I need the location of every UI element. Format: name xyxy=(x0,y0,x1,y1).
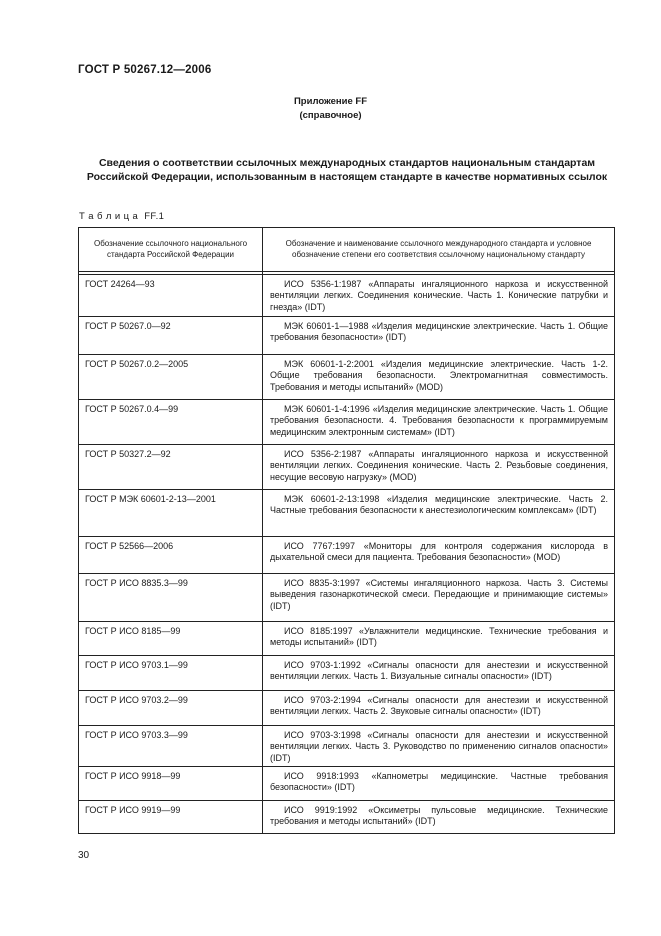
national-standard-cell: ГОСТ Р 50267.0.4—99 xyxy=(79,400,263,445)
annex-block xyxy=(0,95,661,123)
international-standard-cell: ИСО 5356-2:1987 «Аппараты ингаляционного наркоза и искусственной вентиляции легких. Соединения конические. Часть 2. Резьбовые соединения, несущие весовую нагрузку» (MOD) xyxy=(263,445,615,490)
table-row xyxy=(79,800,615,833)
national-standard-cell: ГОСТ Р ИСО 9918—99 xyxy=(79,766,263,800)
international-standard-cell: ИСО 9703-2:1994 «Сигналы опасности для анестезии и искусственной вентиляции легких. Часть 2. Звуковые сигналы опасности» (IDT) xyxy=(263,691,615,726)
national-standard-cell: ГОСТ Р ИСО 9703.1—99 xyxy=(79,656,263,691)
reference-table xyxy=(78,227,615,834)
national-standard-cell: ГОСТ Р ИСО 8185—99 xyxy=(79,622,263,656)
national-standard-cell: ГОСТ 24264—93 xyxy=(79,275,263,317)
national-standard-cell: ГОСТ Р ИСО 9919—99 xyxy=(79,800,263,833)
table-row xyxy=(79,445,615,490)
international-standard-cell: ИСО 9703-3:1998 «Сигналы опасности для анестезии и искусственной вентиляции легких. Часть 3. Руководство по применению сигналов опасности» (IDT) xyxy=(263,726,615,767)
international-standard-cell: МЭК 60601-1-2:2001 «Изделия медицинские электрические. Часть 1-2. Общие требования безопасности. Электромагнитная совместимость. Требования и методы испытаний» (MOD) xyxy=(263,355,615,400)
international-standard-cell: ИСО 5356-1:1987 «Аппараты ингаляционного наркоза и искусственной вентиляции легких. Соединения конические. Часть 1. Конические патрубки и гнезда» (IDT) xyxy=(263,275,615,317)
table-caption: Т а б л и ц а FF.1 xyxy=(79,211,165,222)
national-standard-cell: ГОСТ Р 50267.0—92 xyxy=(79,317,263,355)
national-standard-cell: ГОСТ Р ИСО 9703.2—99 xyxy=(79,691,263,726)
annex-title: Приложение FF xyxy=(293,96,368,107)
table-row xyxy=(79,317,615,355)
table-row xyxy=(79,622,615,656)
international-standard-cell: ИСО 8185:1997 «Увлажнители медицинские. Технические требования и методы испытаний» (IDT) xyxy=(263,622,615,656)
international-standard-cell: ИСО 9703-1:1992 «Сигналы опасности для анестезии и искусственной вентиляции легких. Часть 1. Визуальные сигналы опасности» (IDT) xyxy=(263,656,615,691)
national-standard-cell: ГОСТ Р 50267.0.2—2005 xyxy=(79,355,263,400)
national-standard-cell: ГОСТ Р 52566—2006 xyxy=(79,537,263,574)
national-standard-cell: ГОСТ Р МЭК 60601-2-13—2001 xyxy=(79,490,263,537)
table-row xyxy=(79,656,615,691)
national-standard-cell: ГОСТ Р ИСО 8835.3—99 xyxy=(79,574,263,622)
table-row xyxy=(79,726,615,767)
table-row xyxy=(79,275,615,317)
national-standard-cell: ГОСТ Р ИСО 9703.3—99 xyxy=(79,726,263,767)
table-row xyxy=(79,490,615,537)
international-standard-cell: ИСО 9919:1992 «Оксиметры пульсовые медицинские. Технические требования и методы испытаний» (IDT) xyxy=(263,800,615,833)
table-row xyxy=(79,355,615,400)
document-code: ГОСТ Р 50267.12—2006 xyxy=(78,64,212,76)
international-standard-cell: ИСО 8835-3:1997 «Системы ингаляционного наркоза. Часть 3. Системы выведения газонаркотической смеси. Передающие и принимающие системы» (IDT) xyxy=(263,574,615,622)
table-row xyxy=(79,574,615,622)
table-row xyxy=(79,537,615,574)
table-body xyxy=(79,275,615,834)
column-header-national: Обозначение ссылочного национального стандарта Российской Федерации xyxy=(79,228,263,272)
table-row xyxy=(79,766,615,800)
table-row xyxy=(79,400,615,445)
table-header-row xyxy=(79,228,615,272)
international-standard-cell: ИСО 9918:1993 «Капнометры медицинские. Частные требования безопасности» (IDT) xyxy=(263,766,615,800)
column-header-international: Обозначение и наименование ссылочного международного стандарта и условное обозначение степени его соответствия ссылочному национальному стандарту xyxy=(263,228,615,272)
international-standard-cell: ИСО 7767:1997 «Мониторы для контроля содержания кислорода в дыхательной смеси для пациента. Требования безопасности» (MOD) xyxy=(263,537,615,574)
international-standard-cell: МЭК 60601-2-13:1998 «Изделия медицинские электрические. Часть 2. Частные требования безопасности к анестезиологическим комплексам» (IDT) xyxy=(263,490,615,537)
national-standard-cell: ГОСТ Р 50327.2—92 xyxy=(79,445,263,490)
annex-subtitle: (справочное) xyxy=(299,110,362,121)
table-row xyxy=(79,691,615,726)
international-standard-cell: МЭК 60601-1—1988 «Изделия медицинские электрические. Часть 1. Общие требования безопасности» (IDT) xyxy=(263,317,615,355)
page-number: 30 xyxy=(78,850,90,861)
international-standard-cell: МЭК 60601-1-4:1996 «Изделия медицинские электрические. Часть 1. Общие требования безопасности. 4. Требования безопасности к программируемым медицинским электронным системам» (IDT) xyxy=(263,400,615,445)
section-heading: Сведения о соответствии ссылочных международных стандартов национальным стандартам Российской Федерации, использованным в настоящем стандарте в качестве нормативных ссылок xyxy=(86,157,608,183)
